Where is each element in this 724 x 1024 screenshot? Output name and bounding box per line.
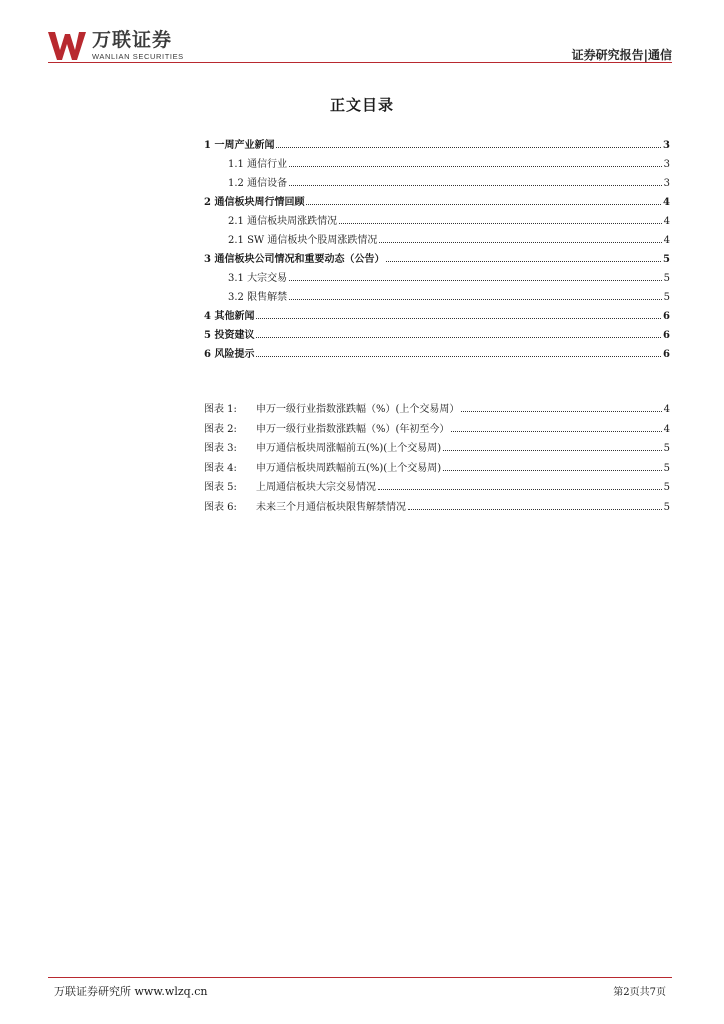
toc-entry-page: 3 xyxy=(663,178,670,189)
toc-entry-page: 5 xyxy=(663,292,670,303)
toc-entry-page: 4 xyxy=(663,197,670,208)
toc-entry-page: 5 xyxy=(663,254,670,265)
figure-entry[interactable] xyxy=(204,498,670,518)
toc-entry-page: 3 xyxy=(663,140,670,151)
toc-entry-label: 4 其他新闻 xyxy=(204,311,255,322)
toc-entry-page: 6 xyxy=(663,311,670,322)
toc-entry-label: 3.2 限售解禁 xyxy=(228,292,288,303)
toc-entry-label: 1 一周产业新闻 xyxy=(204,140,275,151)
toc-entry-page: 5 xyxy=(663,273,670,284)
company-logo xyxy=(48,30,184,64)
toc-leader-dots xyxy=(256,336,661,338)
figure-leader-dots xyxy=(451,430,661,432)
toc-entry[interactable] xyxy=(204,307,670,326)
toc-entry[interactable] xyxy=(204,212,670,231)
toc-leader-dots xyxy=(289,298,662,300)
figure-entry-label: 申万通信板块周涨幅前五(%)(上个交易周) xyxy=(256,443,442,454)
figure-entry-label: 申万一级行业指数涨跌幅（%）(上个交易周） xyxy=(256,404,460,415)
toc-leader-dots xyxy=(386,260,661,262)
figure-entry-number: 图表 1: xyxy=(204,404,237,415)
figure-entry-page: 5 xyxy=(663,443,670,454)
toc-leader-dots xyxy=(256,317,661,319)
toc-entry-page: 4 xyxy=(663,216,670,227)
toc-entry[interactable] xyxy=(204,288,670,307)
report-type-label: 证券研究报告|通信 xyxy=(571,48,672,62)
figure-entry-label: 申万通信板块周跌幅前五(%)(上个交易周) xyxy=(256,462,442,474)
logo-english-name: WANLIAN SECURITIES xyxy=(92,52,184,61)
toc-entry[interactable] xyxy=(204,345,670,364)
toc-entry[interactable] xyxy=(204,326,670,345)
toc-entry-label: 1.2 通信设备 xyxy=(228,178,288,189)
toc-entry-label: 2.1 SW 通信板块个股周涨跌情况 xyxy=(228,235,378,246)
toc-leader-dots xyxy=(289,279,662,281)
toc-entry[interactable] xyxy=(204,231,670,250)
figure-entry[interactable] xyxy=(204,459,670,479)
toc-leader-dots xyxy=(306,203,661,205)
toc-leader-dots xyxy=(276,146,661,148)
figure-leader-dots xyxy=(443,469,662,471)
figure-entry-number: 图表 5: xyxy=(204,482,237,493)
figure-entry[interactable] xyxy=(204,400,670,420)
figure-entry-label: 上周通信板块大宗交易情况 xyxy=(256,482,376,493)
toc-entry-page: 3 xyxy=(663,159,670,170)
toc-entry-label: 6 风险提示 xyxy=(204,349,255,360)
toc-entry-label: 3 通信板块公司情况和重要动态（公告） xyxy=(204,254,385,265)
toc-entry[interactable] xyxy=(204,250,670,269)
toc-entry-page: 6 xyxy=(663,349,670,360)
figure-entry[interactable] xyxy=(204,478,670,498)
figure-list xyxy=(204,400,670,517)
toc-entry[interactable] xyxy=(204,174,670,193)
figure-leader-dots xyxy=(443,449,662,451)
figure-entry-label: 未来三个月通信板块限售解禁情况 xyxy=(256,501,406,513)
figure-entry-label: 申万一级行业指数涨跌幅（%）(年初至今） xyxy=(256,423,450,435)
toc-leader-dots xyxy=(289,184,662,186)
toc-entry-label: 5 投资建议 xyxy=(204,330,255,341)
figure-entry-number: 图表 2: xyxy=(204,423,237,435)
toc-entry[interactable] xyxy=(204,136,670,155)
toc-entry-page: 6 xyxy=(663,330,670,341)
toc-title: 正文目录 xyxy=(329,96,394,114)
toc-leader-dots xyxy=(379,241,661,243)
wanlian-w-logo-icon xyxy=(48,30,86,62)
figure-entry-page: 4 xyxy=(663,423,670,435)
toc-leader-dots xyxy=(289,165,662,167)
figure-entry-number: 图表 6: xyxy=(204,501,237,513)
figure-entry[interactable] xyxy=(204,439,670,459)
toc-entry[interactable] xyxy=(204,193,670,212)
figure-leader-dots xyxy=(378,488,662,490)
toc-entry-page: 4 xyxy=(663,235,670,246)
figure-entry-page: 4 xyxy=(663,404,670,415)
header-divider xyxy=(48,62,672,63)
figure-leader-dots xyxy=(408,508,662,510)
toc-leader-dots xyxy=(256,355,661,357)
figure-entry-number: 图表 3: xyxy=(204,443,237,454)
figure-entry-page: 5 xyxy=(663,462,670,474)
figure-entry-page: 5 xyxy=(663,482,670,493)
toc-entry[interactable] xyxy=(204,155,670,174)
toc-leader-dots xyxy=(339,222,662,224)
toc-entry-label: 3.1 大宗交易 xyxy=(228,273,288,284)
footer-source: 万联证券研究所 www.wlzq.cn xyxy=(54,985,208,998)
figure-entry[interactable] xyxy=(204,420,670,440)
logo-chinese-name: 万联证券 xyxy=(92,29,173,51)
figure-leader-dots xyxy=(461,410,661,412)
toc-entry-label: 2 通信板块周行情回顾 xyxy=(204,197,305,208)
figure-entry-page: 5 xyxy=(663,501,670,513)
toc-entry-label: 1.1 通信行业 xyxy=(228,159,288,170)
toc-entry-label: 2.1 通信板块周涨跌情况 xyxy=(228,216,338,227)
table-of-contents xyxy=(204,136,670,364)
figure-entry-number: 图表 4: xyxy=(204,462,237,474)
page-number: 第2页共7页 xyxy=(613,987,666,998)
toc-entry[interactable] xyxy=(204,269,670,288)
footer-divider xyxy=(48,977,672,978)
